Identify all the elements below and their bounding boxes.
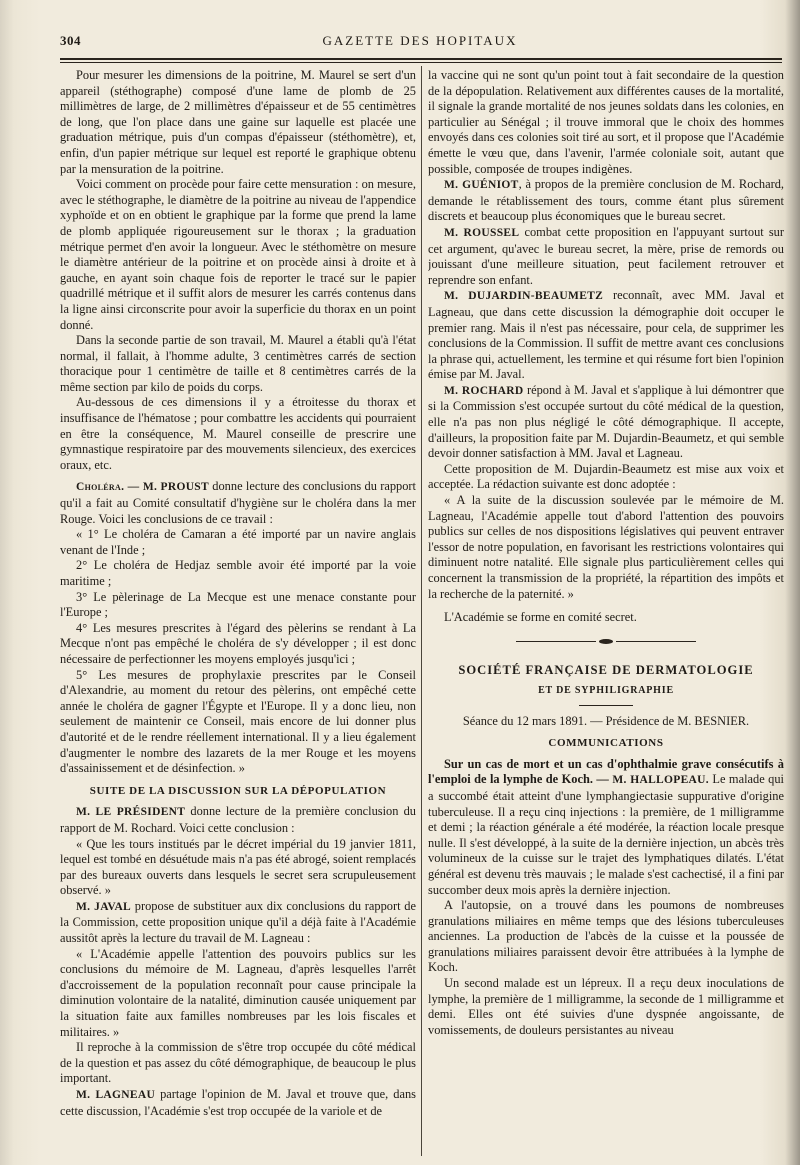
conclusion-item: 3° Le pèlerinage de La Mecque est une menace constante pour l'Europe ; bbox=[60, 589, 416, 620]
journal-title: GAZETTE DES HOPITAUX bbox=[322, 33, 518, 48]
dujardin-paragraph bbox=[428, 288, 784, 383]
paragraph: L'Académie se forme en comité secret. bbox=[444, 610, 637, 625]
page-number: 304 bbox=[60, 33, 81, 48]
column-divider bbox=[421, 66, 422, 1156]
hallopeau-lead: M. HALLOPEAU. bbox=[608, 774, 709, 787]
paragraph: Pour mesurer les dimensions de la poitrine, M. Maurel se sert d'un appareil (stéthographe) composé d'une lame de plomb de 25 millimètres de large, de 2 millimètres d'épaisseur et de 55 centimètres de long, que l'on place dans une gaine sur laquelle est placée une graduation métrique, puis d'un compas d'épaisseur (stéthomètre), et, enfin, d'un papier métrique sur lequel est reporté le graphique obtenu par la mensuration de la poitrine. bbox=[60, 68, 416, 176]
conclusion-item: 4° Les mesures prescrites à l'égard des pèlerins se rendant à La Mecque n'ont pas empêché le choléra de s'y développer ; il est donc nécessaire de perfectionner les moyens employés jusqu'ici ; bbox=[60, 620, 416, 666]
ornament-divider bbox=[428, 634, 784, 650]
javal-paragraph bbox=[60, 899, 416, 947]
quote: « A la suite de la discussion soulevée par le mémoire de M. Lagneau, l'Académie appelle tout d'abord l'attention des pouvoirs publics sur celles de nos dispositions législatives qui peuvent entraver l'essor de notre population, en favorisant les restrictions volontaires qui diminuent notre natalité. Elle signale plus particulièrement celles qui concernent la transmission de la propriété, la répartition des impôts et la recherche de la paternité. » bbox=[428, 493, 784, 601]
section-title-depopulation: SUITE DE LA DISCUSSION SUR LA DÉPOPULATION bbox=[89, 784, 387, 797]
cholera-text: donne lecture des conclusions du rapport qu'il a fait au Comité consultatif d'hygiène sur le choléra dans la mer Rouge. Voici les conclusions de ce travail : bbox=[60, 479, 416, 526]
paragraph: Il reproche à la commission de s'être trop occupée du côté médical de la question et pas assez du côté démographique, de beaucoup le plus important. bbox=[60, 1040, 416, 1086]
javal-lead: M. JAVAL bbox=[76, 900, 132, 913]
roussel-text: combat cette proposition en l'appuyant surtout sur cet argument, qu'avec le bureau secret, la mère, prise de remords ou jouissant d'une meilleure situation, peut facilement retrouver et reprendre son enfant. bbox=[428, 224, 784, 287]
session-line: Séance du 12 mars 1891. — Présidence de M. BESNIER. bbox=[462, 713, 750, 728]
short-rule bbox=[579, 705, 633, 706]
paragraph: Cette proposition de M. Dujardin-Beaumetz est mise aux voix et acceptée. La rédaction suivante est donc adoptée : bbox=[428, 461, 784, 492]
gueniot-paragraph bbox=[428, 177, 784, 225]
paragraph: Au-dessous de ces dimensions il y a étroitesse du thorax et insuffisance de l'hématose ; pour combattre les accidents qui pourraient en être la conséquence, M. Maurel conseille de prescrire une gymnastique respiratoire par des mouvements silencieux, des exercices oraux, etc. bbox=[60, 395, 416, 472]
paragraph: A l'autopsie, on a trouvé dans les poumons de nombreuses granulations miliaires en même temps que des lésions tuberculeuses anciennes. La production de l'abcès de la cuisse et la poussée de granulations miliaires paraissent devoir être attribuées à la lymphe de Koch. bbox=[428, 898, 784, 975]
rochard-paragraph bbox=[428, 383, 784, 462]
conclusion-item: 2° Le choléra de Hedjaz semble avoir été importé par la voie maritime ; bbox=[60, 558, 416, 588]
case-text: Le malade qui a succombé était atteint d'une lymphangiectasie suppurative d'origine tuberculeuse. Il a reçu cinq injections : la première, de 1 milligramme et demi ; la réaction générale a été modérée, la réaction locale presque nulle. Il s'est développé, à la suite de la dernière injection, un abcès très volumineux de la cuisse sur le trajet des lymphatiques dilatés. L'état général est devenu très mauvais ; le malade s'est cachectisé, il a fini par succomber deux mois après la dernière injection. bbox=[428, 772, 784, 897]
rochard-text: répond à M. Javal et s'applique à lui démontrer que si la Commission s'est occupée surtout du côté médical de la question, elle n'a pas non plus négligé le côté démographique. Il accepte, d'ailleurs, la proposition faite par M. Dujardin-Beaumetz, et qui semble devoir donner satisfaction à MM. Javal et Lagneau. bbox=[428, 382, 784, 461]
left-column bbox=[60, 68, 416, 1158]
president-paragraph bbox=[60, 804, 416, 836]
header-rule bbox=[60, 58, 782, 63]
right-column bbox=[428, 68, 784, 1158]
rochard-lead: M. ROCHARD bbox=[444, 384, 524, 397]
society-subtitle: ET DE SYPHILIGRAPHIE bbox=[538, 684, 674, 696]
paragraph: Dans la seconde partie de son travail, M. Maurel a établi qu'à l'état normal, il fallait, à l'homme adulte, 3 centimètres carrés de section thoracique pour 1 centimètre de taille et 8 centimètres carrés de la même section par kilo de poids du corps. bbox=[60, 333, 416, 394]
gueniot-lead: M. GUÉNIOT bbox=[444, 179, 519, 192]
paragraph: Un second malade est un lépreux. Il a reçu deux inoculations de lymphe, la première de 1 milligramme, la seconde de 1 milligramme et demi. Elles ont été suivies d'une dyspnée angoissante, de vomissements, de douleurs persistantes au niveau bbox=[428, 976, 784, 1037]
conclusion-item: 5° Les mesures de prophylaxie prescrites par le Conseil d'Alexandrie, au moment du retour des pèlerins, ont empêché cette année le choléra de gagner l'Égypte et l'Europe. Il y a donc lieu, non seulement de maintenir ce Conseil, mais encore de lui donner plus d'autorité et de le rendre réellement international. Il y a lieu également d'augmenter le nombre des lazarets de la mer Rouge et les moyens d'assainissement et de désinfection. » bbox=[60, 667, 416, 776]
quote: « L'Académie appelle l'attention des pouvoirs publics sur les conclusions du mémoire de M. Lagneau, d'après lesquelles l'arrêt d'accroissement de la population reconnaît pour cause principale la diminution volontaire de la natalité, diminution causée uniquement par la situation faite aux familles nombreuses par les lois fiscales et militaires. » bbox=[60, 946, 416, 1039]
society-title: SOCIÉTÉ FRANÇAISE DE DERMATOLOGIE bbox=[458, 663, 754, 678]
lagneau-lead: M. LAGNEAU bbox=[76, 1089, 156, 1101]
president-lead: M. LE PRÉSIDENT bbox=[76, 806, 186, 819]
president-text: donne lecture de la première conclusion du rapport de M. Rochard. Voici cette conclusion : bbox=[60, 804, 416, 835]
paragraph: Voici comment on procède pour faire cette mensuration : on mesure, avec le stéthographe, le diamètre de la poitrine au niveau de l'appendice xyphoïde et on en obtient le graphique par la forme que prend la lame de plomb appliquée rigoureusement sur le thorax ; la graduation métrique permet d'en avoir la longueur. Avec le stéthomètre on mesure le diamètre antérieur de la poitrine et on procède ainsi à droite et à gauche, en ayant soin chaque fois de reporter le tracé sur le papier quadrillé métrique et il suffit alors de mesurer les carrés contenus dans la ligne ainsi circonscrite pour avoir la superficie du thorax en un point donné. bbox=[60, 177, 416, 332]
cholera-paragraph bbox=[60, 479, 416, 527]
section-title-communications: COMMUNICATIONS bbox=[548, 737, 664, 750]
lagneau-paragraph bbox=[60, 1087, 416, 1119]
case-title: Sur un cas de mort et un cas d'ophthalmie grave consécutifs à l'emploi de la lymphe de Koch. — bbox=[428, 756, 784, 787]
quote: « Que les tours institués par le décret impérial du 19 janvier 1811, lequel est tombé en désuétude mais n'a pas été abrogé, soient remplacés par des bureaux ouverts dans lesquels le secret sera scrupuleusement observé. » bbox=[60, 836, 416, 898]
roussel-paragraph bbox=[428, 225, 784, 288]
roussel-lead: M. ROUSSEL bbox=[444, 226, 520, 239]
javal-text: propose de substituer aux dix conclusions du rapport de la Commission, cette proposition unique qu'il a déjà faite à l'Académie aussitôt après la lecture du travail de M. Lagneau : bbox=[60, 898, 416, 946]
lagneau-text: partage l'opinion de M. Javal et trouve que, dans cette discussion, l'Académie s'est trop occupée de la variole et de bbox=[60, 1087, 416, 1118]
dujardin-lead: M. DUJARDIN-BEAUMETZ bbox=[444, 290, 604, 303]
dujardin-text: reconnaît, avec MM. Javal et Lagneau, que dans cette discussion la démographie doit occuper le premier rang. Mais il n'est pas nécessaire, pour cela, de supprimer les conclusions de la Commission. Il suffit de mettre avant ces conclusions la phrase qui, actuellement, les termine et qui résume fort bien l'opinion émise par M. Javal. bbox=[428, 288, 784, 382]
conclusion-item: « 1° Le choléra de Camaran a été importé par un navire anglais venant de l'Inde ; bbox=[60, 527, 416, 557]
page-header bbox=[60, 33, 780, 53]
gueniot-text: , à propos de la première conclusion de M. Rochard, demande le rétablissement des tours, comme étant plus sûrement discrets et beaucoup plus économiques que le bureau secret. bbox=[428, 177, 784, 224]
cholera-lead: Choléra. — M. PROUST bbox=[76, 481, 209, 494]
case-paragraph bbox=[428, 757, 784, 898]
paragraph: la vaccine qui ne sont qu'un point tout à fait secondaire de la question de la dépopulation. Relativement aux différentes causes de la mortalité, il signale la grande mortalité de nos jeunes soldats dans les colonies, en particulier au Sénégal ; il trouve immoral que le choix des hommes envoyés dans ces colonies soit tiré au sort, et il propose que l'Académie émette le vœu que, dans l'avenir, l'armée coloniale soit, autant que possible, composée de troupes indigènes. bbox=[428, 68, 784, 176]
